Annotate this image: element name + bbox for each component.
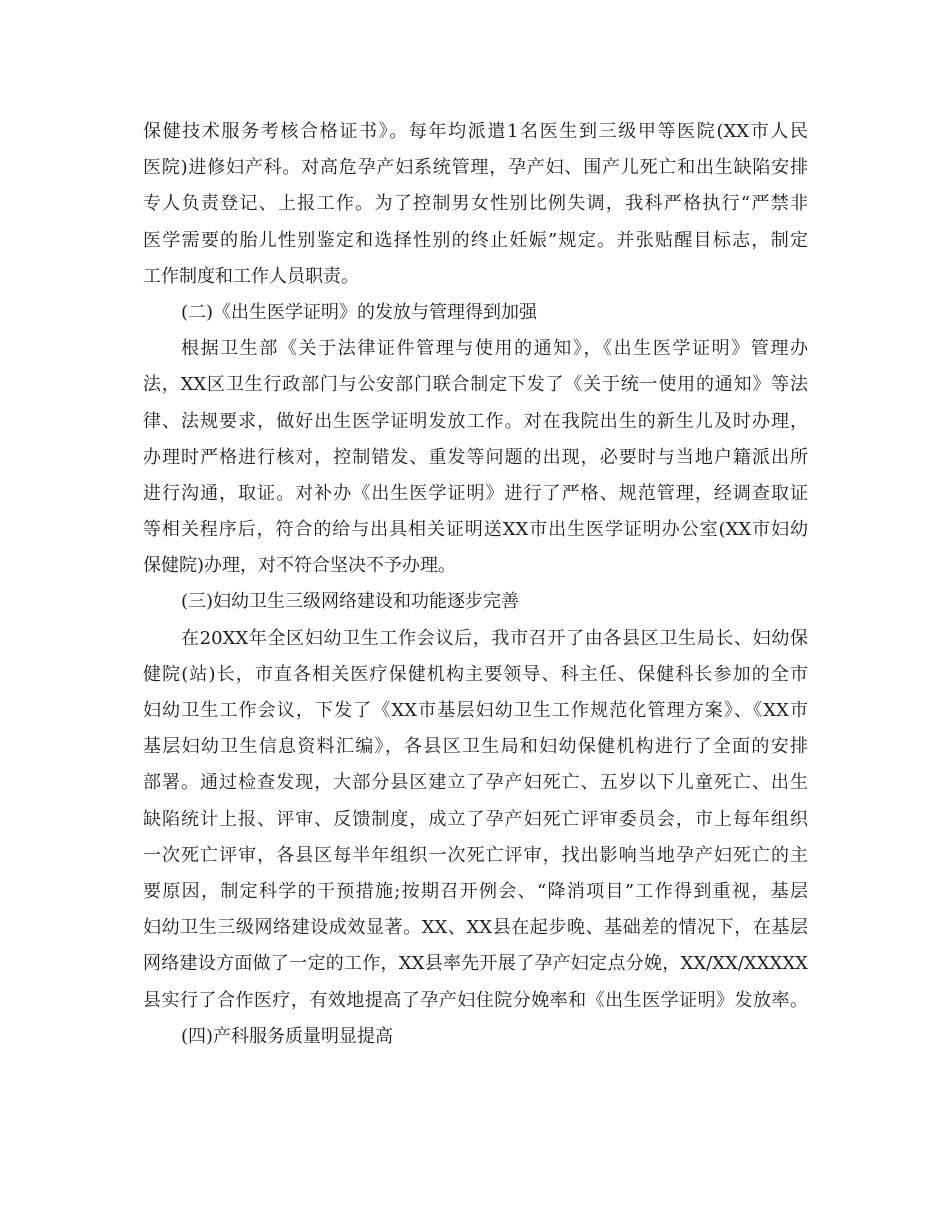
text-line: 根据卫生部《关于法律证件管理与使用的通知》，《出生医学证明》管理办 (181, 338, 808, 360)
section-heading: (二)《出生医学证明》的发放与管理得到加强 (181, 301, 538, 323)
text-line: 健院(站)长，市直各相关医疗保健机构主要领导、科主任、保健科长参加的全市 (143, 663, 808, 685)
text-line: 办理时严格进行核对，控制错发、重发等问题的出现，必要时与当地户籍派出所 (143, 446, 808, 468)
text-line: 专人负责登记、上报工作。为了控制男女性别比例失调，我科严格执行“严禁非 (143, 193, 808, 215)
text-line: 工作制度和工作人员职责。 (143, 265, 359, 287)
document-body (143, 114, 808, 1055)
section-heading: (三)妇幼卫生三级网络建设和功能逐步完善 (181, 591, 520, 613)
text-line: 网络建设方面做了一定的工作，XX县率先开展了孕产妇定点分娩，XX/XX/XXXXX (143, 953, 808, 975)
text-line: 在20XX年全区妇幼卫生工作会议后，我市召开了由各县区卫生局长、妇幼保 (181, 627, 808, 649)
section-heading: (四)产科服务质量明显提高 (181, 1025, 394, 1047)
text-line: 部署。通过检查发现，大部分县区建立了孕产妇死亡、五岁以下儿童死亡、出生 (143, 772, 808, 794)
text-line: 县实行了合作医疗，有效地提高了孕产妇住院分娩率和《出生医学证明》发放率。 (143, 989, 808, 1011)
text-line: 进行沟通，取证。对补办《出生医学证明》进行了严格、规范管理，经调查取证 (143, 482, 808, 504)
text-line: 要原因，制定科学的干预措施;按期召开例会、“降消项目”工作得到重视，基层 (143, 880, 808, 902)
text-line: 医院)进修妇产科。对高危孕产妇系统管理，孕产妇、围产儿死亡和出生缺陷安排 (143, 157, 808, 179)
text-line: 妇幼卫生三级网络建设成效显著。XX、XX县在起步晚、基础差的情况下，在基层 (143, 917, 808, 939)
text-line: 医学需要的胎儿性别鉴定和选择性别的终止妊娠”规定。并张贴醒目标志，制定 (143, 229, 808, 251)
text-line: 缺陷统计上报、评审、反馈制度，成立了孕产妇死亡评审委员会，市上每年组织 (143, 808, 808, 830)
text-line: 妇幼卫生工作会议，下发了《XX市基层妇幼卫生工作规范化管理方案》、《XX市 (143, 700, 808, 721)
text-line: 法，XX区卫生行政部门与公安部门联合制定下发了《关于统一使用的通知》等法 (143, 374, 808, 396)
text-line: 一次死亡评审，各县区每半年组织一次死亡评审，找出影响当地孕产妇死亡的主 (143, 844, 808, 866)
text-line: 等相关程序后，符合的给与出具相关证明送XX市出生医学证明办公室(XX市妇幼 (143, 519, 808, 541)
text-line: 保健院)办理，对不符合坚决不予办理。 (143, 555, 457, 577)
text-line: 保健技术服务考核合格证书》。每年均派遣1名医生到三级甲等医院(XX市人民 (143, 121, 808, 142)
text-line: 律、法规要求，做好出生医学证明发放工作。对在我院出生的新生儿及时办理， (143, 410, 808, 432)
text-line: 基层妇幼卫生信息资料汇编》，各县区卫生局和妇幼保健机构进行了全面的安排 (143, 736, 808, 758)
